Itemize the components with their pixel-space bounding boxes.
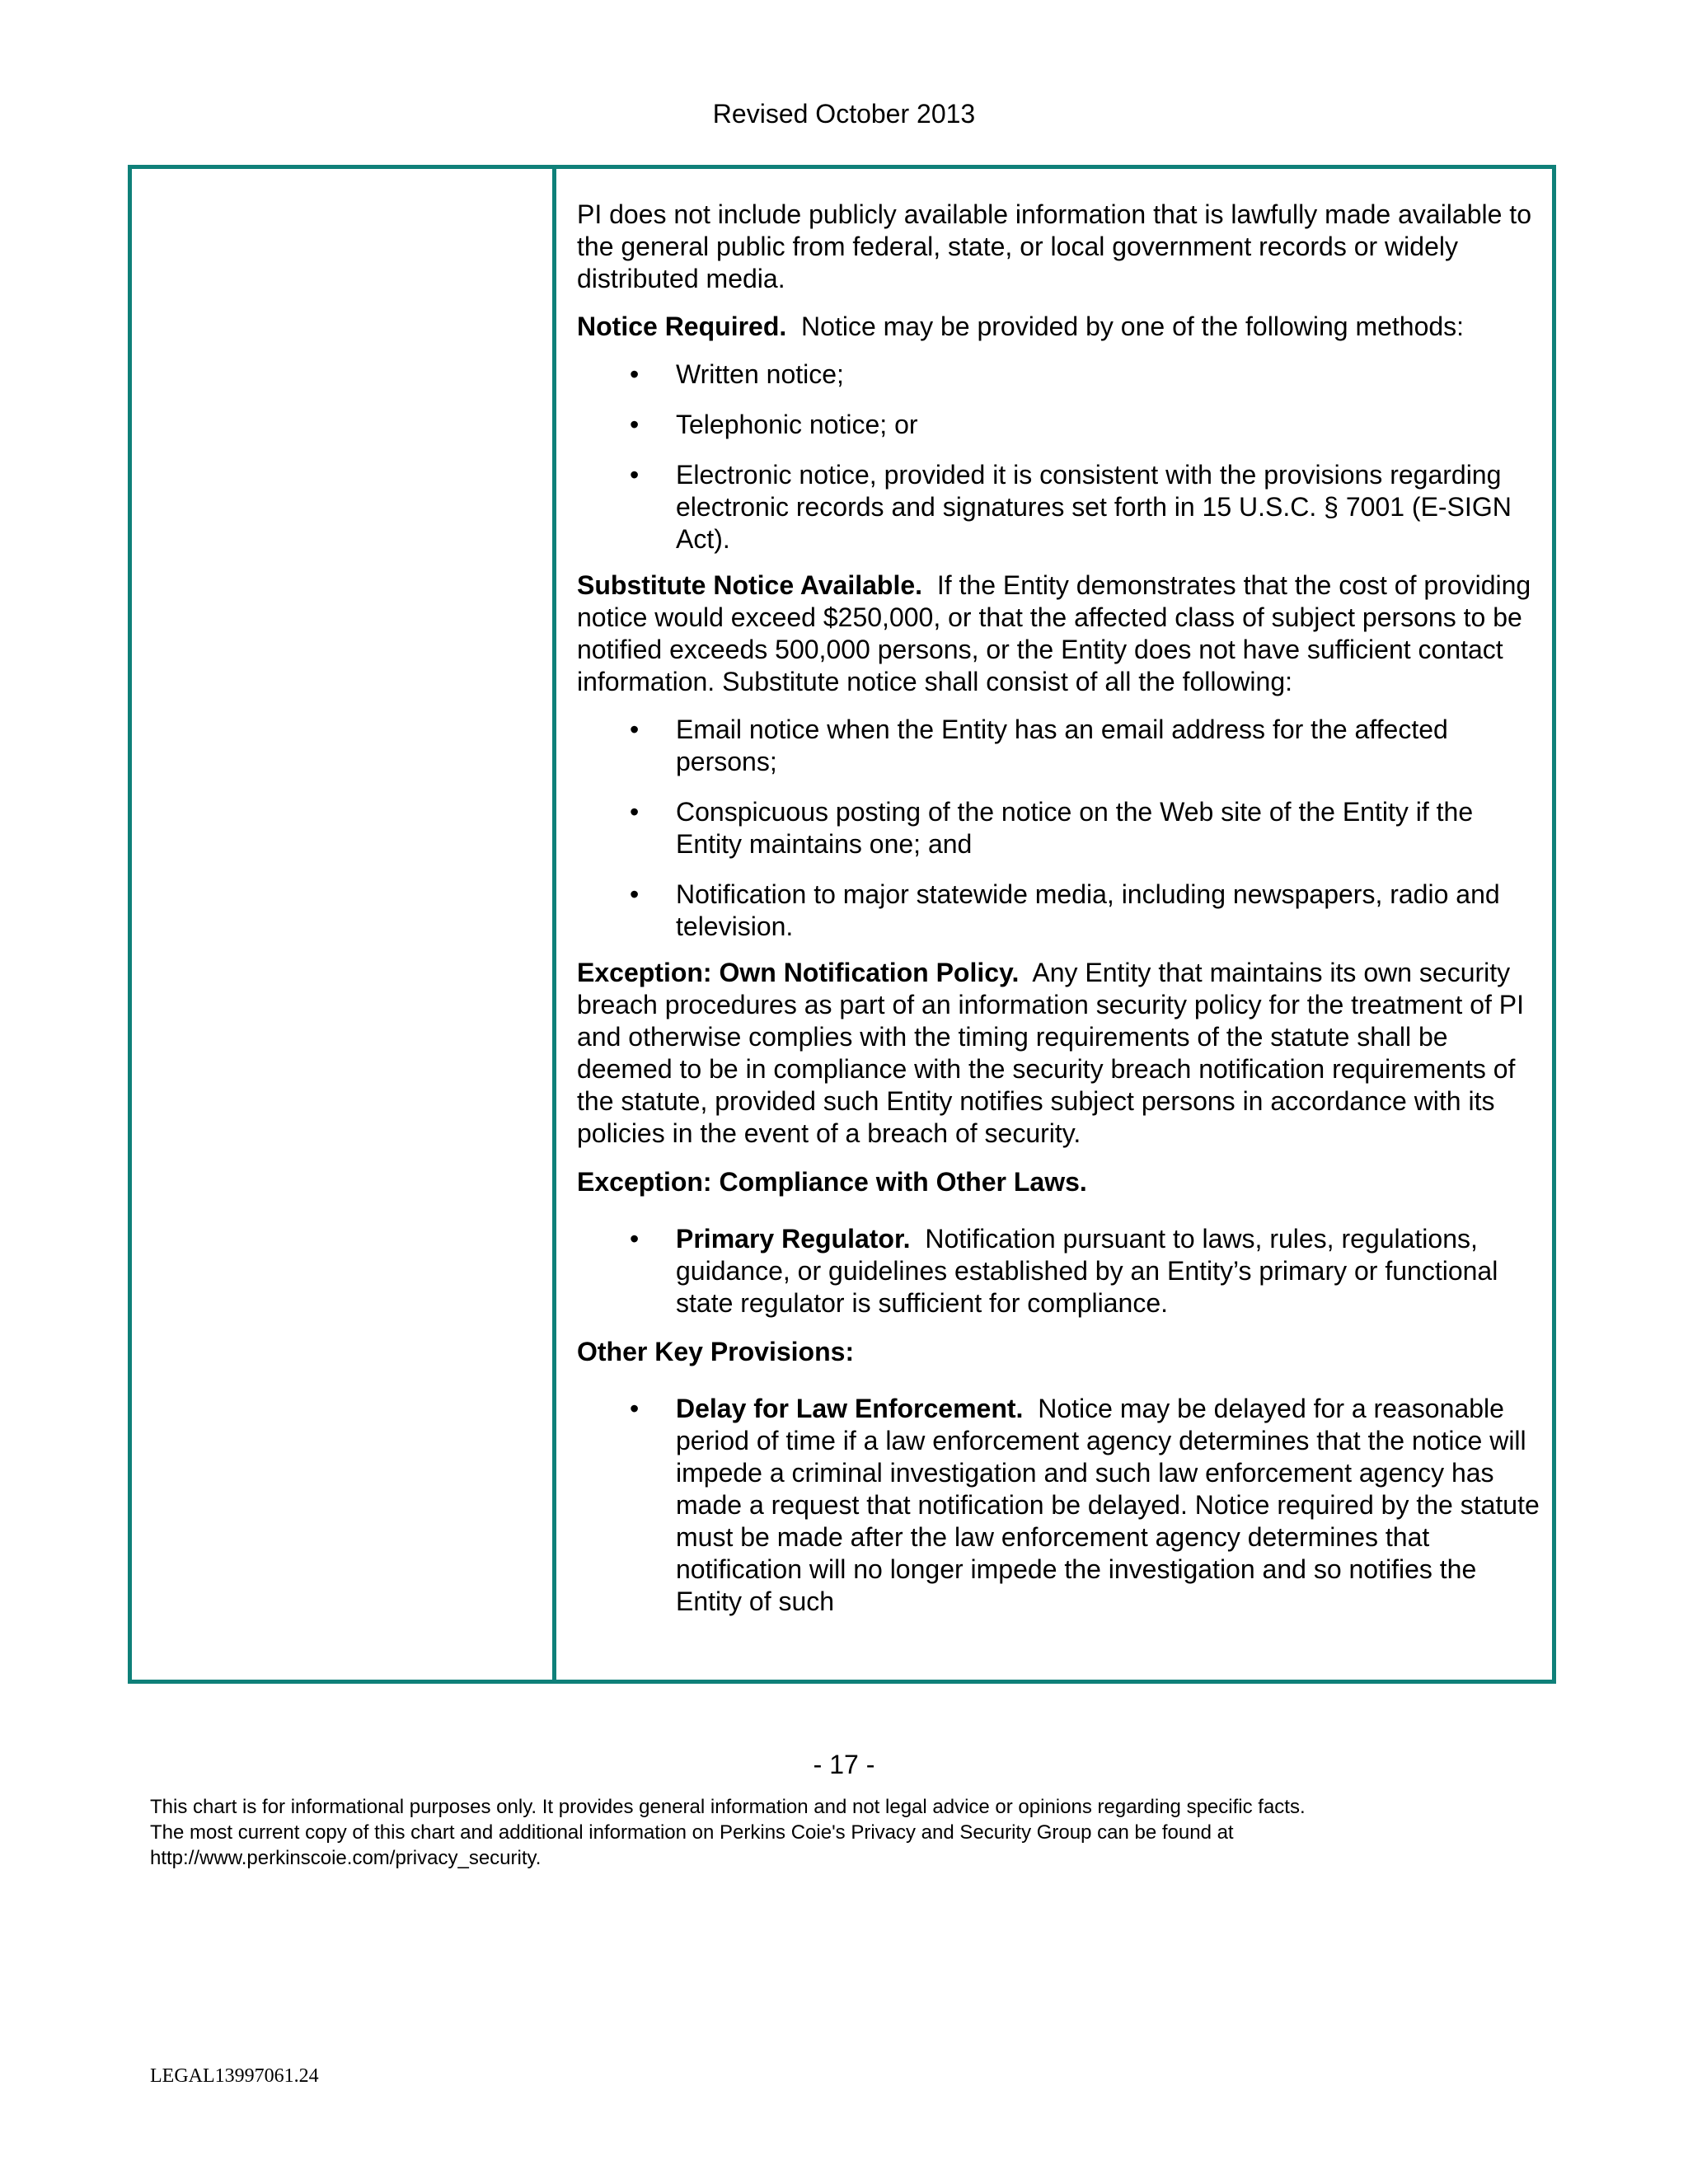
exception-other-laws-list	[577, 1223, 1541, 1319]
substitute-notice-paragraph	[577, 569, 1541, 698]
bullet-icon: •	[630, 359, 640, 389]
list-item	[577, 1223, 1541, 1319]
page-number: - 17 -	[813, 1750, 875, 1779]
primary-regulator-heading: Primary Regulator.	[676, 1224, 911, 1254]
delay-law-enforcement-text: Notice may be delayed for a reasonable period of time if a law enforcement agency determines that the notice will impede a criminal investigation and such law enforcement agency has made a request that notification be delayed. Notice required by the statute must be made after the law enforcement agency determines that notification will no longer impede the investigation and so notifies the Entity of such	[676, 1394, 1540, 1616]
delay-law-enforcement-heading: Delay for Law Enforcement.	[676, 1394, 1024, 1423]
substitute-notice-heading: Substitute Notice Available.	[577, 570, 923, 600]
bullet-icon: •	[630, 410, 640, 439]
list-item	[577, 796, 1541, 860]
other-key-provisions-list	[577, 1393, 1541, 1618]
state-law-table	[128, 165, 1556, 1684]
exception-own-policy-heading: Exception: Own Notification Policy.	[577, 958, 1020, 987]
bullet-icon: •	[630, 715, 640, 744]
other-key-provisions-paragraph	[577, 1336, 1541, 1368]
notice-required-heading: Notice Required.	[577, 312, 787, 341]
document-id: LEGAL13997061.24	[150, 2065, 319, 2087]
list-item-text: Conspicuous posting of the notice on the Web site of the Entity if the Entity maintains one; and	[676, 797, 1474, 859]
list-item-text: Notification to major statewide media, including newspapers, radio and television.	[676, 879, 1500, 941]
list-item	[577, 409, 1541, 441]
page-header-revision: Revised October 2013	[712, 99, 976, 129]
list-item	[577, 459, 1541, 555]
list-item-text: Electronic notice, provided it is consistent with the provisions regarding electronic records and signatures set forth in 15 U.S.C. § 7001 (E-SIGN Act).	[676, 460, 1512, 554]
exception-other-laws-heading: Exception: Compliance with Other Laws.	[577, 1167, 1087, 1197]
bullet-icon: •	[630, 460, 640, 490]
exception-own-policy-paragraph	[577, 957, 1541, 1150]
notice-required-text: Notice may be provided by one of the following methods:	[801, 312, 1465, 341]
list-item-text: Telephonic notice; or	[676, 410, 918, 439]
footer-disclaimer	[150, 1794, 1551, 1871]
list-item-text: Written notice;	[676, 359, 844, 389]
disclaimer-line: This chart is for informational purposes only. It provides general information and not legal advice or opinions regarding specific facts.	[150, 1796, 1306, 1818]
substitute-notice-text: If the Entity demonstrates that the cost of providing notice would exceed $250,000, or that the affected class of subject persons to be notified exceeds 500,000 persons, or the Entity does not have sufficient contact information. Substitute notice shall consist of all the following:	[577, 570, 1531, 696]
bullet-icon: •	[630, 1394, 640, 1423]
bullet-icon: •	[630, 879, 640, 909]
table-left-column	[132, 169, 556, 1680]
other-key-provisions-heading: Other Key Provisions:	[577, 1337, 855, 1366]
disclaimer-link: http://www.perkinscoie.com/privacy_security.	[150, 1847, 542, 1869]
bullet-icon: •	[630, 1224, 640, 1254]
exception-other-laws-paragraph	[577, 1166, 1541, 1198]
list-item	[577, 359, 1541, 391]
table-right-column	[577, 199, 1541, 1632]
list-item-text: Email notice when the Entity has an email address for the affected persons;	[676, 715, 1448, 776]
disclaimer-line: The most current copy of this chart and additional information on Perkins Coie's Privacy and Security Group can be found at	[150, 1821, 1234, 1844]
exception-own-policy-text: Any Entity that maintains its own security breach procedures as part of an information security policy for the treatment of PI and otherwise complies with the timing requirements of the statute shall be deemed to be in compliance with the security breach notification requirements of the statute, provided such Entity notifies subject persons in accordance with its policies in the event of a breach of security.	[577, 958, 1525, 1148]
list-item	[577, 879, 1541, 943]
notice-required-paragraph	[577, 311, 1541, 343]
primary-regulator-text: Notification pursuant to laws, rules, regulations, guidance, or guidelines established by an Entity’s primary or functional state regulator is sufficient for compliance.	[676, 1224, 1498, 1318]
bullet-icon: •	[630, 797, 640, 827]
list-item	[577, 714, 1541, 778]
list-item	[577, 1393, 1541, 1618]
notice-methods-list	[577, 359, 1541, 555]
intro-paragraph: PI does not include publicly available information that is lawfully made available to the general public from federal, state, or local government records or widely distributed media.	[577, 199, 1531, 293]
substitute-notice-list	[577, 714, 1541, 943]
